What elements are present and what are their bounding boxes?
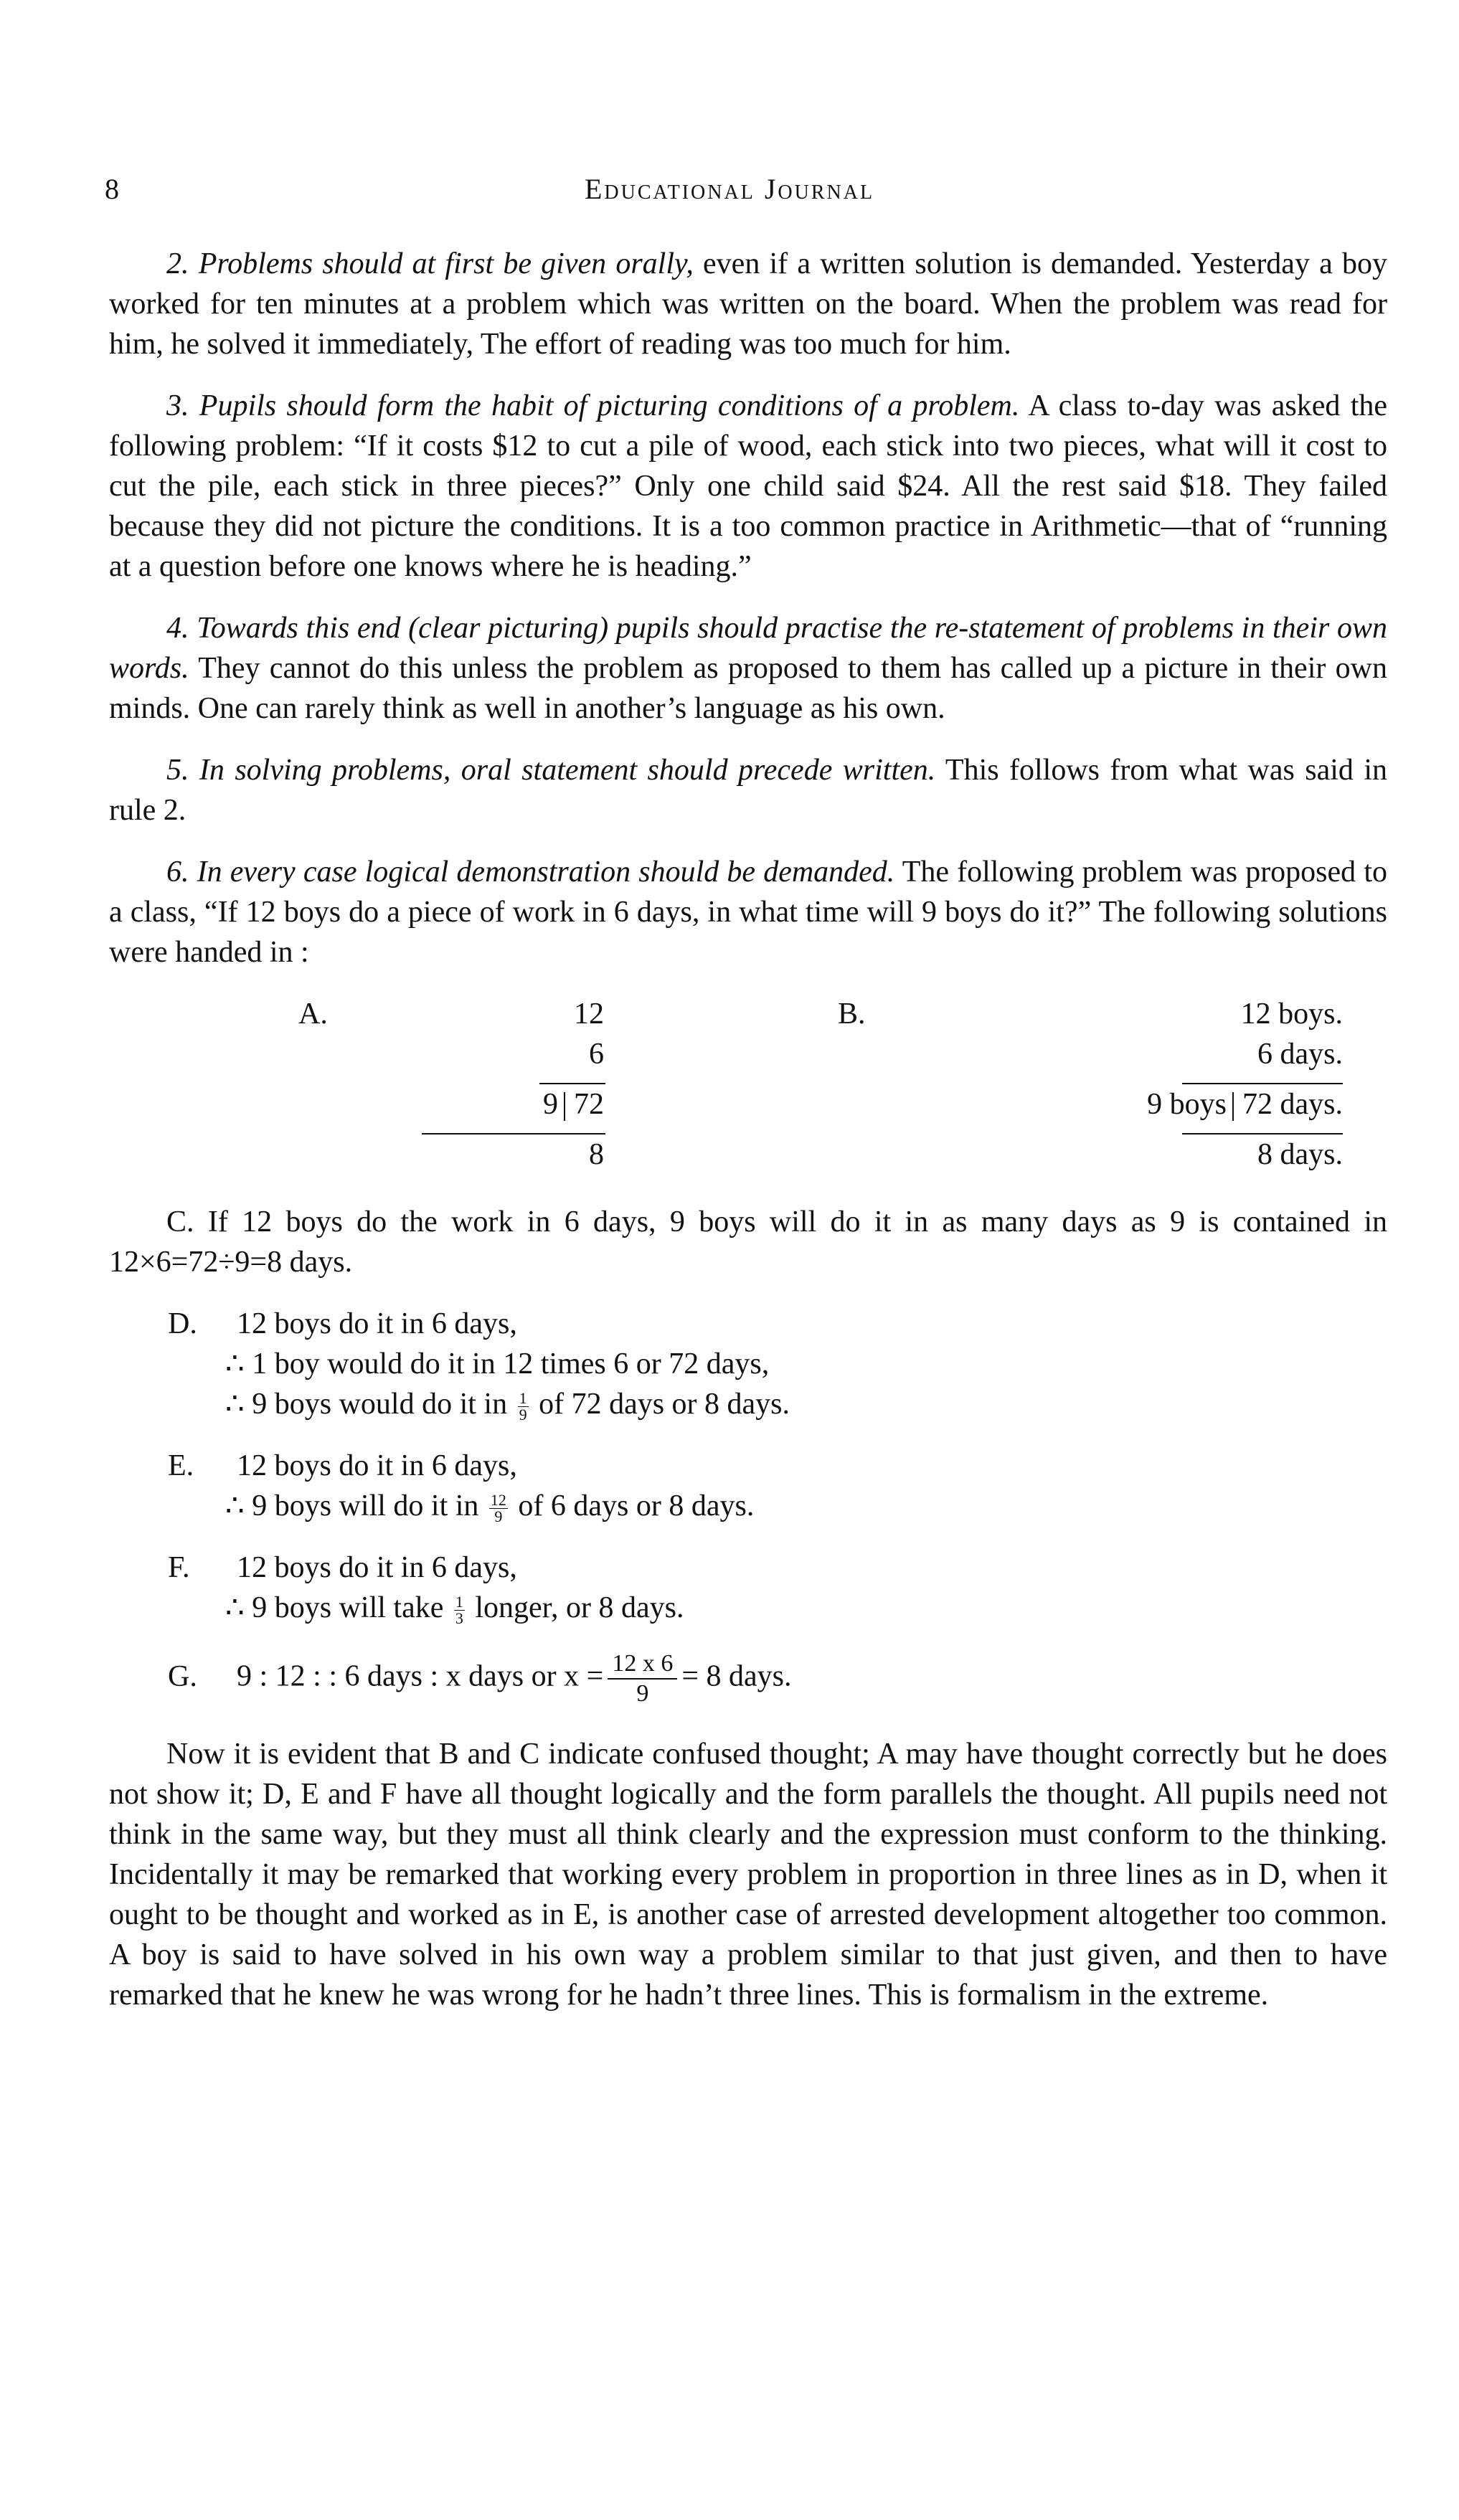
rule-number: 2. xyxy=(166,247,189,280)
solution-b-line-2: 6 days. xyxy=(1257,1038,1343,1071)
rule-number: 3. xyxy=(166,389,189,422)
fraction-denominator: 3 xyxy=(455,1609,463,1627)
rule-heading: Pupils should form the habit of picturing conditions of a problem. xyxy=(199,389,1020,422)
fraction-numerator: 12 x 6 xyxy=(608,1649,677,1680)
article-body xyxy=(109,244,1387,2015)
solution-g xyxy=(109,1649,1387,1708)
solution-a-work xyxy=(382,994,604,1175)
solution-d-line-2: ∴ 1 boy would do it in 12 times 6 or 72 days, xyxy=(225,1347,770,1380)
fraction-denominator: 9 xyxy=(636,1680,649,1707)
solution-b-result: 8 days. xyxy=(1257,1138,1343,1171)
running-head: Educational Journal xyxy=(584,173,875,205)
page-number: 8 xyxy=(105,173,119,205)
solution-b-rule-2 xyxy=(1182,1133,1343,1135)
fraction-numerator: 1 xyxy=(455,1592,463,1611)
solution-d-line-3-end: of 72 days or 8 days. xyxy=(539,1388,790,1421)
solution-e xyxy=(109,1446,1387,1526)
solution-b-rule-1 xyxy=(1182,1083,1343,1084)
rule-body: This follows from what was said in rule 2. xyxy=(109,754,1388,827)
solution-e-label: E. xyxy=(168,1449,194,1482)
solutions-a-b xyxy=(109,994,1387,1178)
closing-paragraph xyxy=(109,1734,1387,2015)
solution-d-line-3-start: ∴ 9 boys would do it in xyxy=(225,1388,508,1421)
rule-body: A class to-day was asked the following problem: “If it costs $12 to cut a pile of wood, each stick into two pieces, what will it cost to cut the pile, each stick in three pieces?” Only one child said $24. All the rest said $18. They failed because they did not picture the conditions. It is a too common practice in Arithmetic—that of “running at a question before one knows where he is heading.” xyxy=(109,389,1387,583)
fraction-denominator: 9 xyxy=(494,1507,503,1525)
solution-d-label: D. xyxy=(168,1307,197,1340)
solution-d xyxy=(109,1304,1387,1424)
solution-f-line-2-start: ∴ 9 boys will take xyxy=(225,1591,444,1624)
solution-f xyxy=(109,1548,1387,1628)
rule-body: They cannot do this unless the problem as proposed to them has called up a picture in their own minds. One can rarely think as well in another’s language as his own. xyxy=(109,652,1387,725)
rule-heading: In solving problems, oral statement should precede written. xyxy=(199,754,936,787)
solution-c-text: If 12 boys do the work in 6 days, 9 boys will do it in as many days as 9 is contained in 12×6=72÷9=8 days. xyxy=(109,1205,1387,1279)
fraction-numerator: 1 xyxy=(519,1388,527,1407)
division-bar xyxy=(564,1092,565,1121)
solution-g-result: = 8 days. xyxy=(681,1659,792,1693)
rule-6 xyxy=(109,852,1387,972)
rule-5 xyxy=(109,750,1387,830)
solution-b-divisor: 9 boys xyxy=(1147,1088,1227,1121)
rule-heading: Towards this end (clear picturing) pupils should practise the re-statement of problems in their own words. xyxy=(109,612,1388,685)
solution-g-label: G. xyxy=(168,1659,197,1693)
solution-f-line-2-end: longer, or 8 days. xyxy=(475,1591,684,1624)
fraction-denominator: 9 xyxy=(519,1405,527,1424)
solution-d-line-1: 12 boys do it in 6 days, xyxy=(237,1307,517,1340)
rule-3 xyxy=(109,386,1387,587)
fraction xyxy=(489,1492,508,1525)
solution-e-line-2-start: ∴ 9 boys will do it in xyxy=(225,1489,479,1522)
solution-a-divisor: 9 xyxy=(543,1088,558,1121)
rule-number: 5. xyxy=(166,754,189,787)
solution-f-line-2 xyxy=(168,1588,1387,1628)
division-bar xyxy=(1232,1092,1234,1121)
rule-4 xyxy=(109,608,1387,729)
solution-a-line-1: 12 xyxy=(574,998,604,1031)
closing-text: Now it is evident that B and C indicate confused thought; A may have thought correctly but he does not show it; D, E and F have all thought logically and the form parallels the thought. All pupils need not think in the same way, but they must all think clearly and the expression must conform to the thinking. Incidentally it may be remarked that working every problem in proportion in three lines as in D, when it ought to be thought and worked as in E, is another case of arrested development altogether too common. A boy is said to have solved in his own way a problem similar to that just given, and then to have remarked that he knew he was wrong for he hadn’t three lines. This is formalism in the extreme. xyxy=(109,1738,1387,2012)
rule-number: 4. xyxy=(166,612,189,645)
solution-e-line-1: 12 boys do it in 6 days, xyxy=(237,1449,517,1482)
solution-d-line-3 xyxy=(168,1384,1387,1424)
rule-body: even if a written solution is demanded. Yesterday a boy worked for ten minutes at a problem which was written on the board. When the problem was read for him, he solved it immediately, The effort of reading was too much for him. xyxy=(109,247,1387,361)
rule-heading: Problems should at first be given orally, xyxy=(198,247,694,280)
fraction xyxy=(454,1594,465,1626)
solution-b-line-1: 12 boys. xyxy=(1240,998,1343,1031)
solution-b-label: B. xyxy=(838,998,866,1031)
solution-e-line-2 xyxy=(168,1486,1387,1526)
rule-number: 6. xyxy=(166,856,189,889)
solution-a-line-2: 6 xyxy=(589,1038,604,1071)
solution-c-label: C. xyxy=(166,1205,194,1238)
solution-a-rule-2 xyxy=(422,1133,605,1135)
solution-f-label: F. xyxy=(168,1551,190,1584)
solution-a-label: A. xyxy=(298,998,328,1031)
solution-a-result: 8 xyxy=(589,1138,604,1171)
solution-a-division xyxy=(382,1084,604,1124)
solution-f-line-1: 12 boys do it in 6 days, xyxy=(237,1551,517,1584)
fraction xyxy=(518,1388,529,1424)
solution-a-dividend: 72 xyxy=(574,1088,604,1121)
fraction-numerator: 12 xyxy=(490,1490,506,1509)
solution-c xyxy=(109,1202,1387,1282)
rule-body: The following problem was proposed to a class, “If 12 boys do a piece of work in 6 days, in what time will 9 boys do it?” The following solutions were handed in : xyxy=(109,856,1387,969)
solution-e-line-2-end: of 6 days or 8 days. xyxy=(518,1489,755,1522)
solution-a-rule-1 xyxy=(539,1083,605,1084)
rule-heading: In every case logical demonstration should be demanded. xyxy=(197,856,895,889)
rule-2 xyxy=(109,244,1387,364)
solution-b-dividend: 72 days. xyxy=(1242,1088,1343,1121)
solution-b-division xyxy=(970,1084,1343,1124)
solution-g-proportion: 9 : 12 : : 6 days : x days or x = xyxy=(237,1659,604,1693)
fraction xyxy=(608,1649,677,1708)
solution-b-work xyxy=(970,994,1343,1175)
